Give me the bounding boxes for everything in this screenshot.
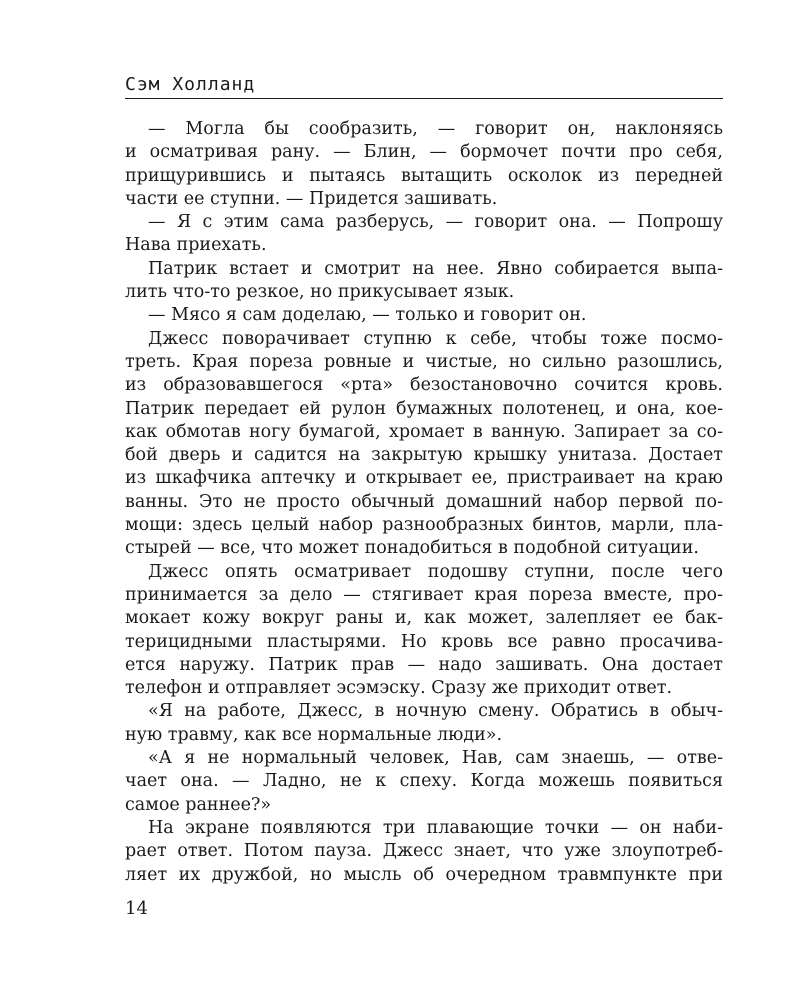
text-line: — Мясо я сам доделаю, — только и говорит он. [148, 305, 587, 326]
text-line: Нава приехать. [125, 235, 267, 256]
text-line: лить что-то резкое, но прикусывает язык. [125, 282, 515, 303]
body-text [125, 118, 723, 887]
text-line: ванны. Это не просто обычный домашний набор первой по- [125, 491, 723, 512]
text-line: прищурившись и пытаясь вытащить осколок из передней [125, 165, 723, 186]
text-line: «А я не нормальный человек, Нав, сам знаешь, — отве- [148, 748, 723, 769]
text-line: чает она. — Ладно, не к спеху. Когда можешь появиться [125, 771, 723, 792]
text-line: Патрик встает и смотрит на нее. Явно собирается выпа- [148, 258, 723, 279]
text-line: из образовавшегося «рта» безостановочно сочится кровь. [125, 375, 723, 396]
text-line: принимается за дело — стягивает края пореза вместе, про- [125, 584, 723, 605]
text-line: из шкафчика аптечку и открывает ее, пристраивает на краю [125, 468, 723, 489]
text-line: и осматривая рану. — Блин, — бормочет почти про себя, [125, 142, 723, 163]
text-line: ется наружу. Патрик прав — надо зашивать. Она достает [125, 654, 723, 675]
text-line: самое раннее?» [125, 794, 272, 815]
text-line: рает ответ. Потом пауза. Джесс знает, что уже злоупотреб- [125, 841, 723, 862]
text-line: телефон и отправляет эсэмэску. Сразу же приходит ответ. [125, 678, 673, 699]
text-line: На экране появляются три плавающие точки — он наби- [148, 817, 723, 838]
text-line: ную травму, как все нормальные люди». [125, 724, 503, 745]
text-line: терицидными пластырями. Но кровь все равно просачива- [125, 631, 723, 652]
text-line: треть. Края пореза ровные и чистые, но сильно разошлись, [125, 351, 723, 372]
text-line: Патрик передает ей рулон бумажных полотенец, и она, кое- [125, 398, 723, 419]
text-line: бой дверь и садится на закрытую крышку унитаза. Достает [125, 445, 723, 466]
text-line: ляет их дружбой, но мысль об очередном травмпункте при [125, 864, 723, 885]
text-line: Джесс поворачивает ступню к себе, чтобы тоже посмо- [148, 328, 723, 349]
text-line: мощи: здесь целый набор разнообразных бинтов, марли, пла- [125, 515, 723, 536]
text-line: как обмотав ногу бумагой, хромает в ванную. Запирает за со- [125, 421, 723, 442]
text-line: стырей — все, что может понадобиться в подобной ситуации. [125, 538, 699, 559]
running-head [125, 72, 723, 99]
text-line: — Я с этим сама разберусь, — говорит она. — Попрошу [148, 212, 723, 233]
page-number: 14 [125, 898, 148, 919]
text-line: Джесс опять осматривает подошву ступни, после чего [148, 561, 723, 582]
text-line: части ее ступни. — Придется зашивать. [125, 188, 498, 209]
text-line: «Я на работе, Джесс, в ночную смену. Обратись в обыч- [148, 701, 723, 722]
running-title: Сэм Холланд [125, 74, 256, 95]
text-line: — Могла бы сообразить, — говорит он, наклоняясь [148, 119, 723, 139]
text-line: мокает кожу вокруг раны и, как может, залепляет ее бак- [125, 608, 723, 629]
